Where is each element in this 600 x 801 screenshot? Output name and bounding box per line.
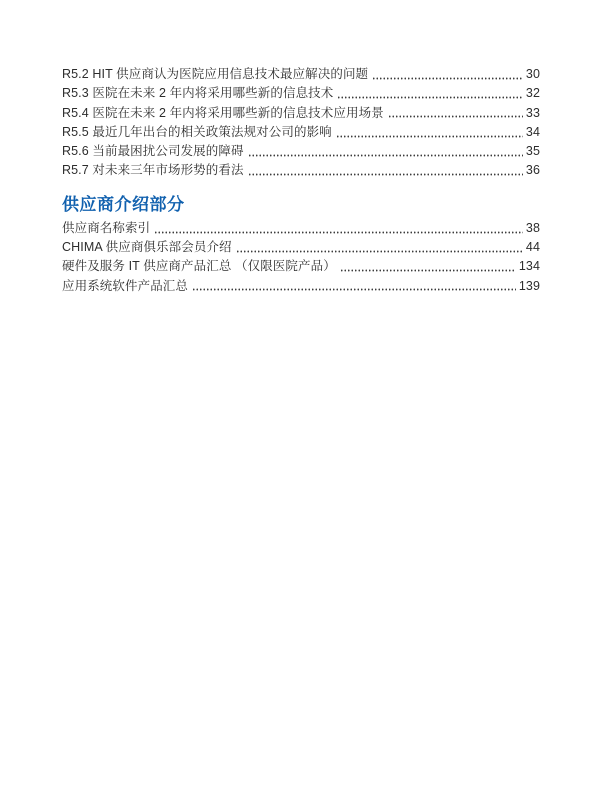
toc-page-number: 139 — [518, 278, 540, 293]
toc-entry-label: 硬件及服务 IT 供应商产品汇总 （仅限医院产品） — [62, 259, 336, 274]
toc-row[interactable] — [62, 161, 540, 180]
section-heading: 供应商介绍部分 — [62, 194, 185, 214]
toc-row[interactable] — [62, 123, 540, 142]
toc-page-number: 134 — [518, 259, 540, 274]
toc-page-number: 38 — [525, 220, 540, 235]
toc-entry-label: R5.5 最近几年出台的相关政策法规对公司的影响 — [62, 124, 332, 139]
dot-leader — [340, 257, 516, 276]
toc-entry-label: R5.6 当前最困扰公司发展的障碍 — [62, 144, 244, 159]
toc-row[interactable] — [62, 238, 540, 257]
dot-leader — [372, 65, 523, 84]
toc-row[interactable] — [62, 65, 540, 84]
toc-page-number: 35 — [525, 144, 540, 159]
toc-row[interactable] — [62, 219, 540, 238]
toc-page-number: 34 — [525, 124, 540, 139]
toc-section-r5 — [62, 65, 540, 181]
toc-page-number: 36 — [525, 163, 540, 178]
toc-page-number: 44 — [525, 240, 540, 255]
dot-leader — [248, 161, 523, 180]
toc-entry-label: 供应商名称索引 — [62, 220, 151, 235]
dot-leader — [236, 238, 523, 257]
toc-entry-label: R5.4 医院在未来 2 年内将采用哪些新的信息技术应用场景 — [62, 105, 384, 120]
dot-leader — [336, 123, 523, 142]
dot-leader — [192, 277, 516, 296]
dot-leader — [248, 142, 523, 161]
toc-section-vendors — [62, 219, 540, 296]
toc-row[interactable] — [62, 104, 540, 123]
toc-entry-label: R5.3 医院在未来 2 年内将采用哪些新的信息技术 — [62, 86, 334, 101]
toc-page-number: 32 — [525, 86, 540, 101]
dot-leader — [154, 219, 523, 238]
toc-page-number: 33 — [525, 105, 540, 120]
toc-entry-label: R5.7 对未来三年市场形势的看法 — [62, 163, 244, 178]
toc-row[interactable] — [62, 277, 540, 296]
dot-leader — [337, 84, 523, 103]
toc-row[interactable] — [62, 84, 540, 103]
toc-row[interactable] — [62, 257, 540, 276]
toc-page-number: 30 — [525, 67, 540, 81]
dot-leader — [388, 104, 523, 123]
toc-entry-label: CHIMA 供应商俱乐部会员介绍 — [62, 240, 232, 255]
toc-entry-label: 应用系统软件产品汇总 — [62, 278, 189, 293]
toc-row[interactable] — [62, 142, 540, 161]
toc-entry-label: R5.2 HIT 供应商认为医院应用信息技术最应解决的问题 — [62, 67, 369, 81]
